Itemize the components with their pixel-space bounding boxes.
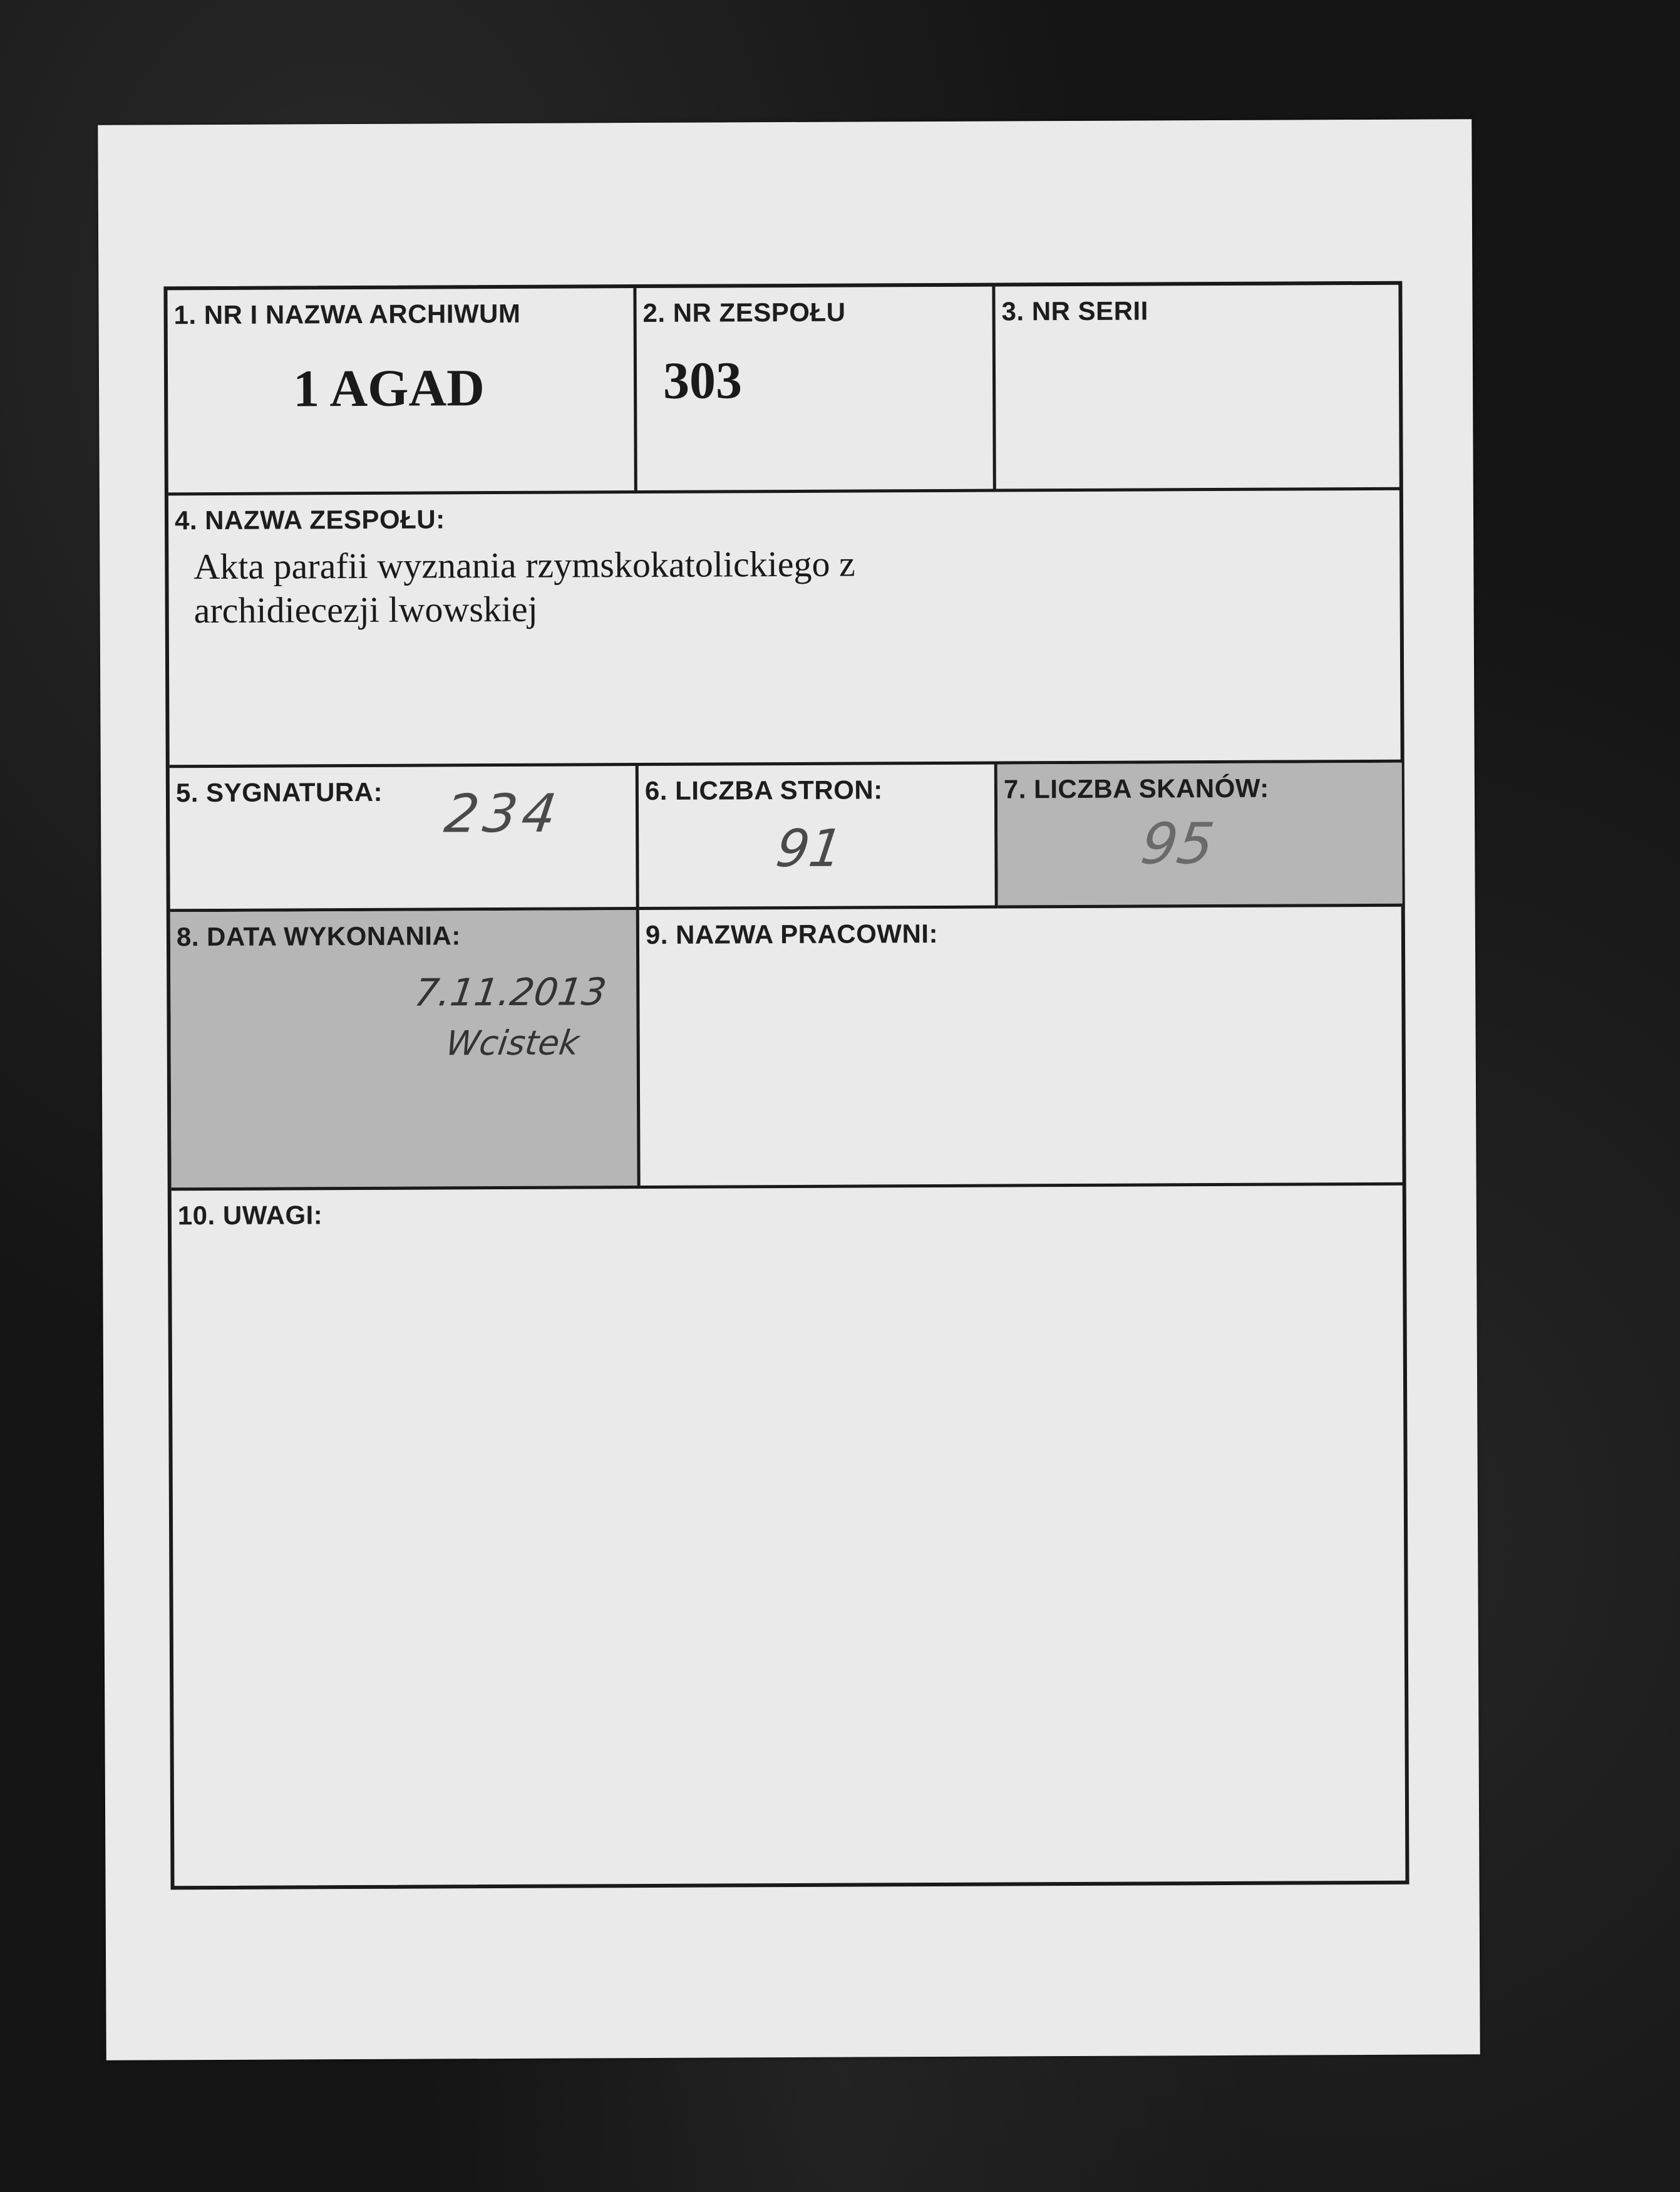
field-execution-date-value: 7.11.2013 <box>411 970 609 1015</box>
field-series-number-label: 3. NR SERII <box>1001 296 1148 326</box>
field-archive <box>167 288 637 495</box>
field-page-count-value: 91 <box>772 819 847 879</box>
field-fonds-name <box>168 490 1402 768</box>
field-signature-value: 234 <box>441 782 565 845</box>
field-remarks <box>172 1186 1407 1888</box>
field-execution-date-label: 8. DATA WYKONANIA: <box>176 921 461 952</box>
field-execution-signature: Wcistek <box>443 1023 582 1063</box>
field-remarks-label: 10. UWAGI: <box>177 1200 323 1231</box>
field-page-count-label: 6. LICZBA STRON: <box>644 775 883 805</box>
field-scan-count-value: 95 <box>1137 811 1218 877</box>
field-fonds-name-label: 4. NAZWA ZESPOŁU: <box>174 504 445 535</box>
field-fonds-number-value: 303 <box>662 351 743 410</box>
field-execution-date <box>170 910 641 1191</box>
form-table <box>163 281 1409 1890</box>
field-fonds-number <box>636 287 996 494</box>
field-fonds-number-label: 2. NR ZESPOŁU <box>642 297 846 328</box>
field-workshop-name <box>639 907 1404 1189</box>
field-page-count <box>639 765 998 910</box>
field-scan-count-label: 7. LICZBA SKANÓW: <box>1003 773 1269 804</box>
field-workshop-name-label: 9. NAZWA PRACOWNI: <box>645 918 939 949</box>
field-signature-label: 5. SYGNATURA: <box>175 777 383 808</box>
field-fonds-name-line1: Akta parafii wyznania rzymskokatolickiego z <box>193 543 855 587</box>
field-fonds-name-line2: archidiecezji lwowskiej <box>193 588 538 631</box>
field-series-number <box>995 285 1400 492</box>
field-scan-count <box>997 763 1403 909</box>
field-archive-label: 1. NR I NAZWA ARCHIWUM <box>173 298 521 330</box>
archive-form-sheet <box>98 119 1480 2060</box>
field-signature <box>170 766 639 912</box>
field-archive-value: 1 AGAD <box>292 359 485 418</box>
